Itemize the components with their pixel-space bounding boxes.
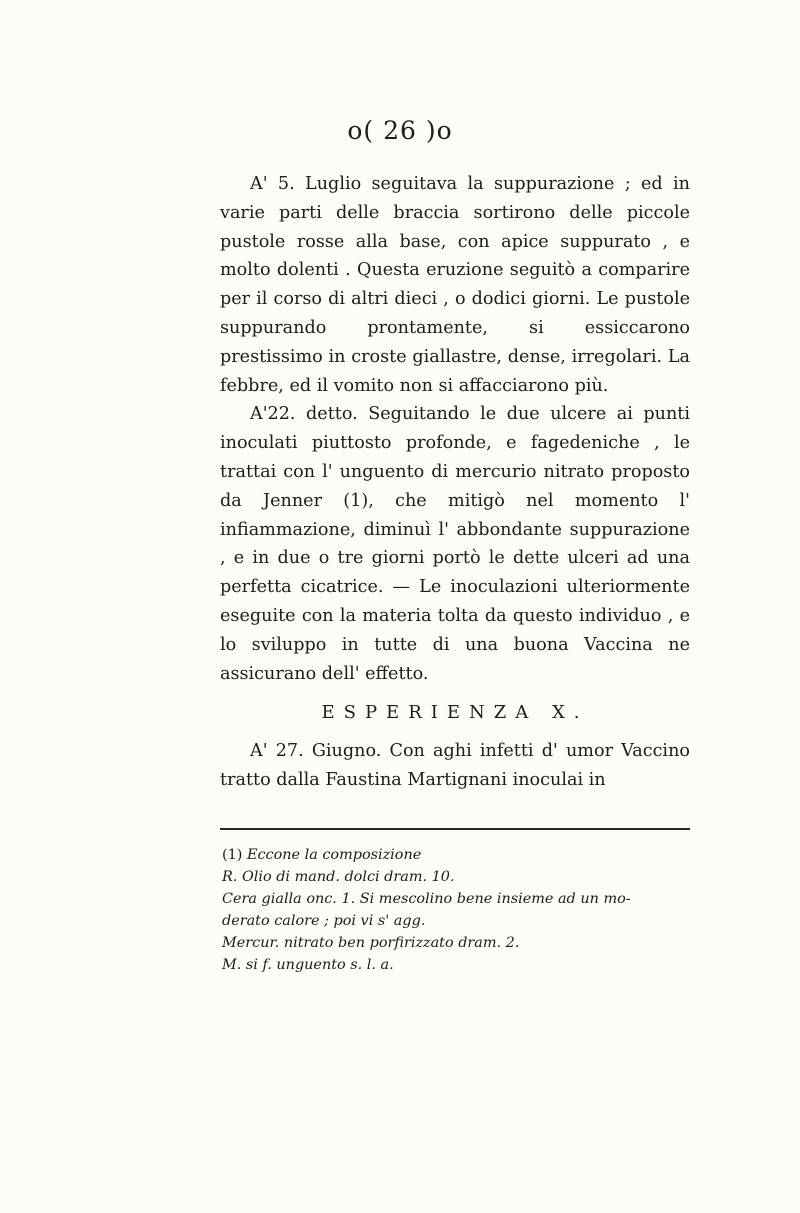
paragraph-july-22: A'22. detto. Seguitando le due ulcere ai punti inoculati piuttosto profonde, e fagedeniche , le trattai con l' unguento di mercurio nitrato proposto da Jenner (1), che mitigò nel momento l' infiammazione, diminuì l' abbondante suppurazione , e in due o tre giorni portò le dette ulceri ad una perfetta cicatrice. — Le inoculazioni ulteriormente eseguite con la materia tolta da questo individuo , e lo sviluppo in tutte di una buona Vaccina ne assicurano dell' effetto. [220,404,690,684]
footnote [222,844,690,976]
paragraph-june-27: A' 27. Giugno. Con aghi infetti d' umor Vaccino tratto dalla Faustina Martignani inoculai in [220,741,690,790]
footnote-line-1: (1) Eccone la composizione [222,847,422,863]
footnote-line-5: Mercur. nitrato ben porfirizzato dram. 2. [222,935,520,951]
main-text [220,170,690,795]
page-number: o( 26 )o [347,116,453,145]
section-heading: ESPERIENZA X. [321,702,589,724]
footnote-line-4: derato calore ; poi vi s' agg. [222,913,426,929]
footnote-divider [220,828,690,830]
paragraph-july-5: A' 5. Luglio seguitava la suppurazione ; ed in varie parti delle braccia sortirono delle piccole pustole rosse alla base, con apice suppurato , e molto dolenti . Questa eruzione seguitò a comparire per il corso di altri dieci , o dodici giorni. Le pustole suppurando prontamente, si essiccarono prestissimo in croste giallastre, dense, irregolari. La febbre, ed il vomito non si affacciarono più. [220,174,690,396]
footnote-line-2: R. Olio di mand. dolci dram. 10. [222,869,455,885]
footnote-heading: Eccone la composizione [246,847,422,863]
footnote-line-6: M. si f. unguento s. l. a. [222,957,394,973]
footnote-line-3: Cera gialla onc. 1. Si mescolino bene insieme ad un mo- [222,891,631,907]
